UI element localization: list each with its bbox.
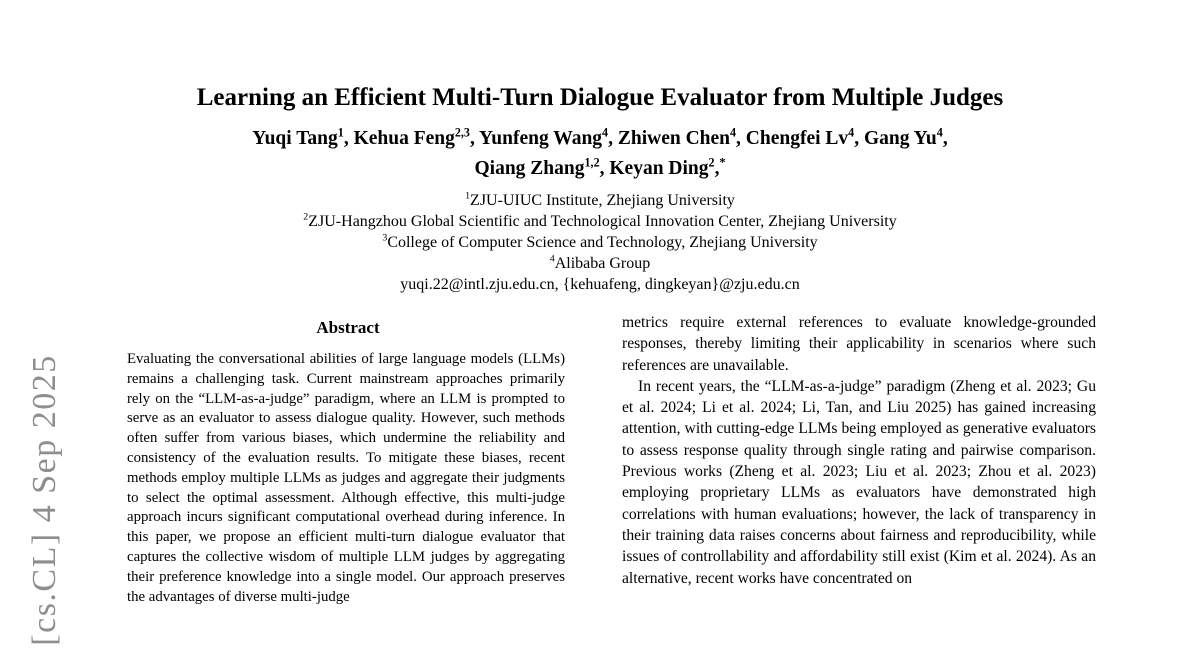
corresponding-author-asterisk: * <box>719 155 726 170</box>
affiliation-line: $^2$ZJU-Hangzhou Global Scientific and Technological Innovation Center, Zhejiang University <box>303 211 897 230</box>
author-affiliation-sup: 2 <box>708 155 715 170</box>
author-block <box>0 124 1200 184</box>
author-affiliation-sup: 2,3 <box>454 125 470 140</box>
author: Zhiwen Chen$^4$, <box>617 125 746 149</box>
right-column <box>622 312 1096 589</box>
author-affiliation-sup: 1 <box>337 125 344 140</box>
paper-title: Learning an Efficient Multi-Turn Dialogue Evaluator from Multiple Judges <box>196 84 1004 111</box>
affiliation-line: $^3$College of Computer Science and Technology, Zhejiang University <box>382 232 818 251</box>
arxiv-stamp: [cs.CL] 4 Sep 2025 <box>26 354 63 646</box>
affiliation-block <box>0 190 1200 295</box>
paper-header <box>0 0 1200 295</box>
email-line: yuqi.22@intl.zju.edu.cn, {kehuafeng, dingkeyan}@zju.edu.cn <box>400 276 800 293</box>
author: Yuqi Tang$^1$, <box>252 125 354 149</box>
author-affiliation-sup: 1,2 <box>584 155 600 170</box>
affiliation-sup: 4 <box>549 253 555 265</box>
affiliation-sup: 2 <box>303 211 309 223</box>
author: Gang Yu$^4$, <box>863 125 948 149</box>
author: Yunfeng Wang$^4$, <box>479 125 618 149</box>
abstract-heading: Abstract <box>316 318 380 337</box>
author: Kehua Feng$^{2,3}$, <box>353 125 480 149</box>
author: Qiang Zhang$^{1,2}$, <box>474 155 610 179</box>
body-paragraph: In recent years, the “LLM-as-a-judge” paradigm (Zheng et al. 2023; Gu et al. 2024; Li et al. 2024; Li, Tan, and Liu 2025) has gained increasing attention, with cutting-edge LLMs being employed as generative evaluators to assess response quality through single rating and pairwise comparison. Previous works (Zheng et al. 2023; Liu et al. 2023; Zhou et al. 2023) employing proprietary LLMs as evaluators have demonstrated high correlations with human evaluations; however, the lack of transparency in their training data raises concerns about fairness and reproducibility, while issues of controllability and affordability still exist (Kim et al. 2024). As an alternative, recent works have concentrated on <box>622 377 1096 587</box>
affiliation-sup: 1 <box>465 190 471 202</box>
author-affiliation-sup: 4 <box>602 125 609 140</box>
affiliation-line: $^4$Alibaba Group <box>549 253 651 272</box>
author-affiliation-sup: 4 <box>936 125 943 140</box>
abstract-text: Evaluating the conversational abilities of large language models (LLMs) remains a challenging task. Current mainstream approaches primarily rely on the “LLM-as-a-judge” paradigm, where an LLM is prompted to serve as an evaluator to assess dialogue quality. However, such methods often suffer from various biases, which undermine the reliability and consistency of the evaluation results. To mitigate these biases, recent methods employ multiple LLMs as judges and aggregate their judgments to select the optimal assessment. Although effective, this multi-judge approach incurs significant computational overhead during inference. In this paper, we propose an efficient multi-turn dialogue evaluator that captures the collective wisdom of multiple LLM judges by aggregating their preference knowledge into a single model. Our approach preserves the advantages of diverse multi-judge <box>127 351 565 605</box>
left-column <box>118 318 578 607</box>
author-affiliation-sup: 4 <box>730 125 737 140</box>
affiliation-line: $^1$ZJU-UIUC Institute, Zhejiang University <box>465 190 735 209</box>
author corresponding-author: Keyan Ding$^2$,* <box>609 155 726 179</box>
affiliation-sup: 3 <box>382 232 388 244</box>
body-paragraph: metrics require external references to evaluate knowledge-grounded responses, thereby limiting their applicability in scenarios where such references are unavailable. <box>622 314 1096 374</box>
author-affiliation-sup: 4 <box>848 125 855 140</box>
author: Chengfei Lv$^4$, <box>745 125 864 149</box>
